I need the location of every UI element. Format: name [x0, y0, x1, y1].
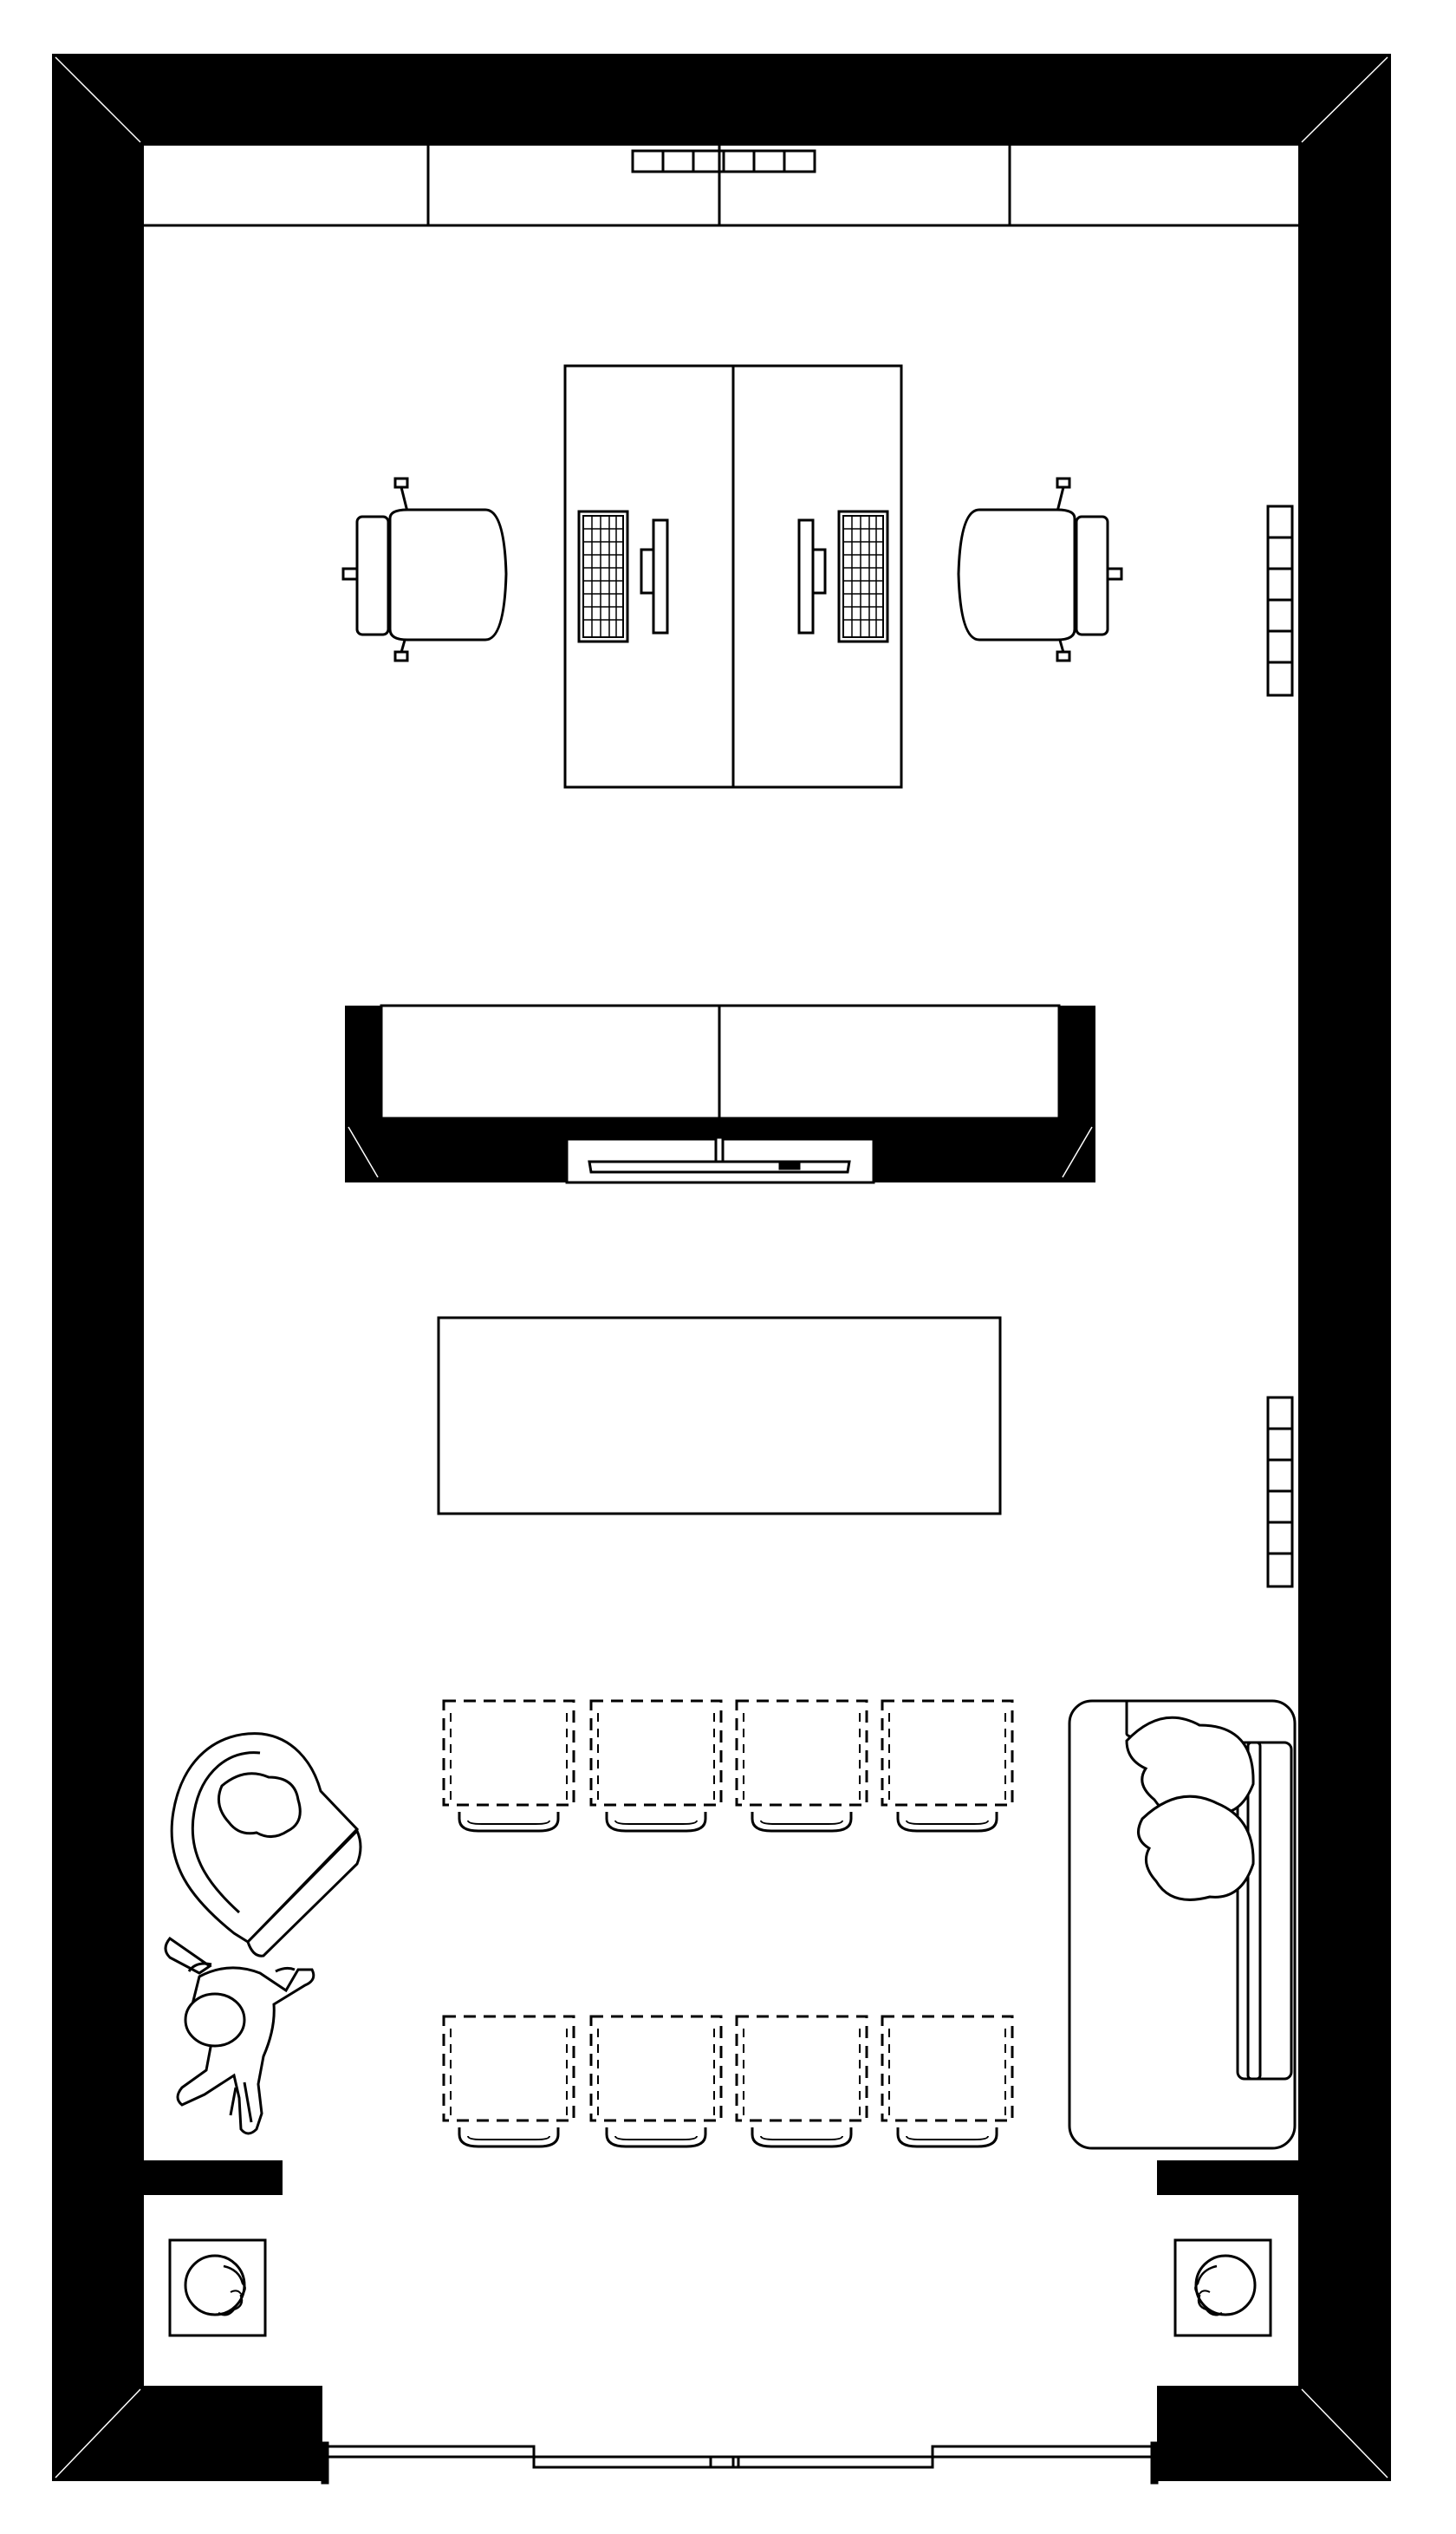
- armchair: [172, 1734, 361, 1957]
- chair-row-2: [444, 2016, 1012, 2146]
- television: [589, 1137, 849, 1172]
- radiator-top: [633, 151, 815, 172]
- monitor-left: [641, 520, 667, 633]
- keyboard-right: [839, 511, 887, 642]
- monitor-right: [799, 520, 825, 633]
- desk-chair-left: [343, 479, 506, 661]
- radiator-right-upper: [1268, 506, 1292, 695]
- keyboard-left: [579, 511, 627, 642]
- chair-row-1: [444, 1701, 1012, 1831]
- chair-rows: [444, 1701, 1012, 2146]
- person-figure: [166, 1938, 314, 2133]
- desk-chair-right: [959, 479, 1121, 661]
- potted-plant-right: [1175, 2240, 1271, 2335]
- coffee-table: [439, 1318, 1000, 1514]
- wall-stubs: [144, 2160, 1298, 2195]
- wall-cabinets: [144, 146, 1298, 225]
- entrance-doors: [322, 2443, 1157, 2483]
- sofa: [1069, 1701, 1295, 2148]
- radiator-right-lower: [1268, 1397, 1292, 1586]
- potted-plant-left: [170, 2240, 265, 2335]
